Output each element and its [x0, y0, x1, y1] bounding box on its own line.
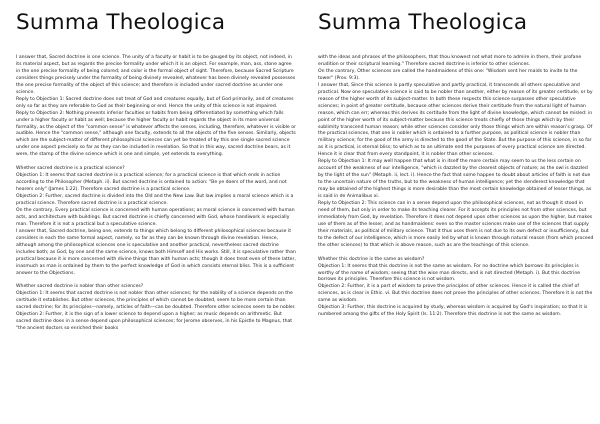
paragraph: I answer that, Since this science is partly speculative and partly practical, it transcends all others speculative and practical. Now one speculative science is said to be nobler than another, either by reason of its greater certitude, or by reason of the higher worth of its subject-matter. In both these respects this science surpasses other speculative sciences; in point of greater certitude, because other sciences derive their certitude from the natural light of human reason, which can err; whereas this derives its certitude from the light of divine knowledge, which cannot be misled: in point of the higher worth of its subject-matter because this science treats chiefly of those things which by their sublimity transcend human reason; while other sciences consider only those things which are within reason's grasp. Of the practical sciences, that one is nobler which is ordained to a further purpose, as political science is nobler than military science; for the good of the army is directed to the good of the State. But the purpose of this science, in so far as it is practical, is eternal bliss; to which as to an ultimate end the purposes of every practical science are directed. Hence it is clear that from every standpoint, it is nobler than other sciences.	[318, 82, 593, 158]
paragraph: Objection 2: Further, it is the sign of a lower science to depend upon a higher; as music depends on arithmetic. But sacred doctrine does in a sense depend upon philosophical sciences; for Jerome observes, in his Epistle to Magnus, that "the ancient doctors so enriched their books	[16, 312, 293, 332]
left-page	[16, 0, 296, 424]
paragraph: Objection 2: Further, it is a part of wisdom to prove the principles of other sciences. Hence it is called the chief of sciences, as is clear in Ethic. vi. But this doctrine does not prove the principles of other sciences. Therefore it is not the same as wisdom.	[318, 284, 593, 304]
article-heading: Whether sacred doctrine is a practical science?	[16, 166, 125, 172]
paragraph: Reply to Objection 2: Nothing prevents inferior faculties or habits from being differentiated by something which falls under a higher faculty or habit as well; because the higher faculty or habit regards the object in its more universal formality, as the object of the "common sense" is whatever affects the senses, including, therefore, whatever is visible or audible. Hence the "common sense," although one faculty, extends to all the objects of the five senses. Similarly, objects which are the subject-matter of different philosophical sciences can yet be treated of by this one single sacred science under one aspect precisely so far as they can be included in revelation. So that in this way, sacred doctrine bears, as it were, the stamp of the divine science which is one and simple, yet extends to everything.	[16, 110, 296, 158]
page-body	[318, 55, 594, 319]
article-heading: Whether this doctrine is the same as wisdom?	[318, 256, 425, 262]
paragraph: Reply to Objection 1: It may well happen that what is in itself the more certain may seem to us the less certain on account of the weakness of our intelligence, "which is dazzled by the clearest objects of nature; as the owl is dazzled by the light of the sun" (Metaph. ii, lect. i). Hence the fact that some happen to doubt about articles of faith is not due to the uncertain nature of the truths, but to the weakness of human intelligence; yet the slenderest knowledge that may be obtained of the highest things is more desirable than the most certain knowledge obtained of lesser things, as is said in de Animalibus xi.	[318, 159, 592, 200]
paragraph: On the contrary, Other sciences are called the handmaidens of this one: "Wisdom sent her maids to invite to the tower" (Prov. 9:3).	[318, 68, 578, 81]
paragraph: Reply to Objection 1: Sacred doctrine does not treat of God and creatures equally, but of God primarily, and of creatures only so far as they are referable to God as their beginning or end. Hence the unity of this science is not impaired.	[16, 96, 294, 109]
paragraph: Objection 2: Further, sacred doctrine is divided into the Old and the New Law. But law implies a moral science which is a practical science. Therefore sacred doctrine is a practical science.	[16, 194, 294, 206]
paragraph: On the contrary, Every practical science is concerned with human operations; as moral science is concerned with human acts, and architecture with buildings. But sacred doctrine is chiefly concerned with God, whose handiwork is especially man. Therefore it is not a practical but a speculative science.	[16, 207, 295, 227]
paragraph: with the ideas and phrases of the philosophers, that thou knowest not what more to admire in them, their profane erudition or their scriptural learning." Therefore sacred doctrine is inferior to other sciences.	[318, 55, 582, 67]
paragraph: Objection 1: It seems that sacred doctrine is not nobler than other sciences; for the nobility of a science depends on the certitude it establishes. But other sciences, the principles of which cannot be doubted, seem to be more certain than sacred doctrine; for its principles—namely, articles of faith—can be doubted. Therefore other sciences seem to be nobler.	[16, 291, 296, 311]
paragraph: Objection 3: Further, this doctrine is acquired by study, whereas wisdom is acquired by God's inspiration; so that it is numbered among the gifts of the Holy Spirit (Is. 11:2). Therefore this doctrine is not the same as wisdom.	[318, 305, 588, 318]
paragraph: I answer that, Sacred doctrine, being one, extends to things which belong to different philosophical sciences because it considers in each the same formal aspect, namely, so far as they can be known through divine revelation. Hence, although among the philosophical sciences one is speculative and another practical, nevertheless sacred doctrine includes both; as God, by one and the same science, knows both Himself and His works. Still, it is speculative rather than practical because it is more concerned with divine things than with human acts; though it does treat even of these latter, inasmuch as man is ordained by them to the perfect knowledge of God in which consists eternal bliss. This is a sufficient answer to the Objections.	[16, 228, 296, 276]
page-title: Summa Theologica	[16, 10, 226, 35]
page-title: Summa Theologica	[318, 10, 528, 35]
page-body	[16, 55, 296, 333]
paragraph: Objection 1: It seems that sacred doctrine is a practical science; for a practical science is that which ends in action according to the Philosopher (Metaph. ii). But sacred doctrine is ordained to action: "Be ye doers of the word, and not hearers only" (James 1:22). Therefore sacred doctrine is a practical science.	[16, 173, 287, 193]
paragraph: I answer that, Sacred doctrine is one science. The unity of a faculty or habit is to be gauged by its object, not indeed, in its material aspect, but as regards the precise formality under which it is an object. For example, man, ass, stone agree in the one precise formality of being colored; and color is the formal object of sight. Therefore, because Sacred Scripture considers things precisely under the formality of being divinely revealed, whatever has been divinely revealed possesses the one precise formality of the object of this science; and therefore is included under sacred doctrine as under one science.	[16, 55, 296, 95]
paragraph: Objection 1: It seems that this doctrine is not the same as wisdom. For no doctrine which borrows its principles is worthy of the name of wisdom; seeing that the wise man directs, and is not directed (Metaph. i). But this doctrine borrows its principles. Therefore this science is not wisdom.	[318, 263, 581, 283]
paragraph: Reply to Objection 2: This science can in a sense depend upon the philosophical sciences, not as though it stood in need of them, but only in order to make its teaching clearer. For it accepts its principles not from other sciences, but immediately from God, by revelation. Therefore it does not depend upon other sciences as upon the higher, but makes use of them as of the lesser, and as handmaidens: even so the master sciences make use of the sciences that supply their materials, as political of military science. That it thus uses them is not due to its own defect or insufficiency, but to the defect of our intelligence, which is more easily led by what is known through natural reason (from which proceed the other sciences) to that which is above reason, such as are the teachings of this science.	[318, 201, 594, 248]
paragraph-spacer	[318, 250, 594, 257]
right-page	[318, 0, 594, 424]
article-heading: Whether sacred doctrine is nobler than other sciences?	[16, 284, 144, 290]
